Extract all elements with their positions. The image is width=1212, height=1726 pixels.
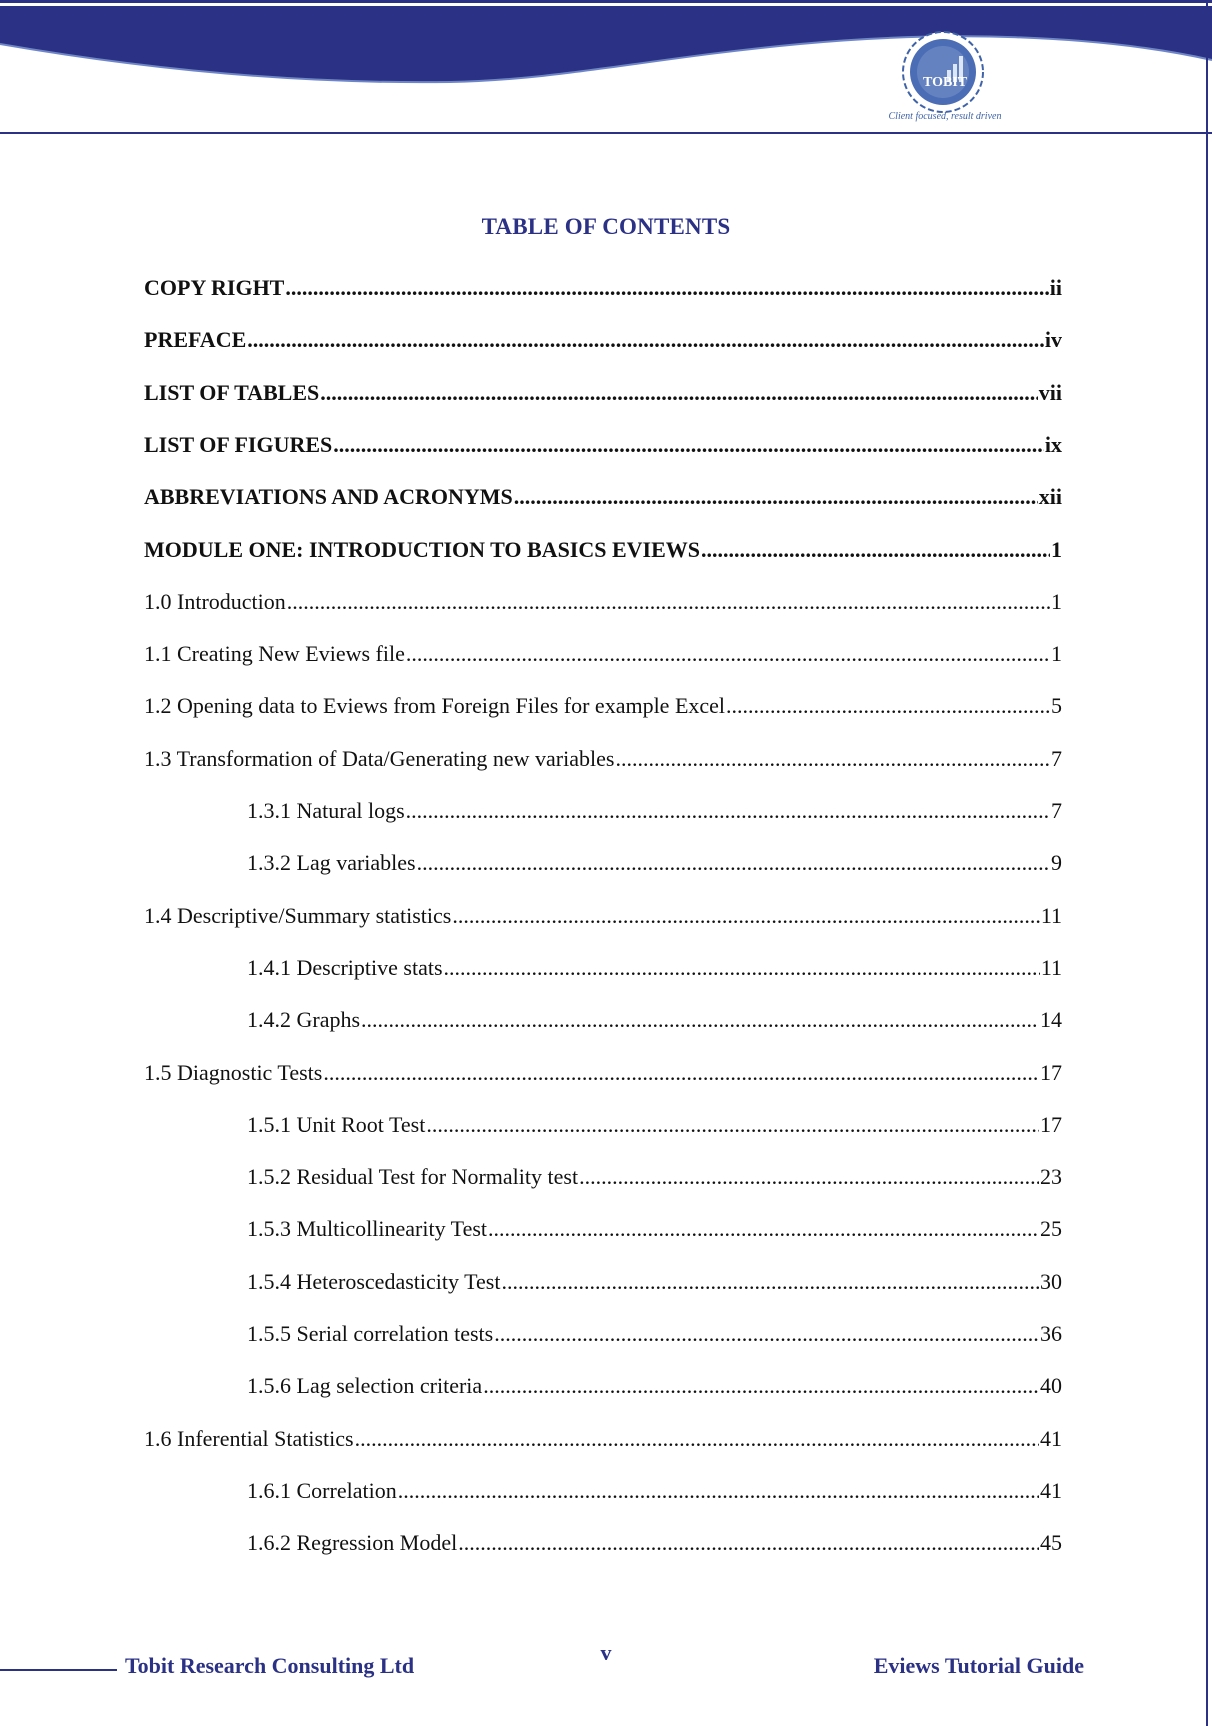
toc-entry-label: 1.3.1 Natural logs xyxy=(247,798,405,823)
toc-entry[interactable] xyxy=(144,380,1062,410)
toc-entry-label: 1.5.4 Heteroscedasticity Test xyxy=(247,1269,501,1294)
toc-title: TABLE OF CONTENTS xyxy=(481,214,731,239)
toc-leader-dots xyxy=(285,275,1048,301)
toc-entry-page: 1 xyxy=(1051,589,1062,614)
toc-entry-label: 1.3.2 Lag variables xyxy=(247,850,416,875)
toc-entry[interactable] xyxy=(144,589,1062,619)
toc-entry[interactable] xyxy=(247,1112,1062,1142)
toc-entry-page: 23 xyxy=(1040,1164,1062,1189)
toc-entry-page: iv xyxy=(1044,327,1062,352)
toc-entry-page: ii xyxy=(1049,275,1062,300)
toc-entry-label: 1.5.3 Multicollinearity Test xyxy=(247,1216,488,1241)
toc-leader-dots xyxy=(406,798,1050,824)
logo-tagline: Client focused, result driven xyxy=(888,111,1002,122)
toc-entry-page: 41 xyxy=(1040,1426,1062,1451)
toc-entry-label: 1.5.5 Serial correlation tests xyxy=(247,1321,494,1346)
toc-entry[interactable] xyxy=(144,432,1062,462)
toc-entry[interactable] xyxy=(247,1164,1062,1194)
toc-entry-page: 40 xyxy=(1040,1373,1062,1398)
toc-entry-label: 1.5.6 Lag selection criteria xyxy=(247,1373,483,1398)
toc-entry-label: 1.6 Inferential Statistics xyxy=(144,1426,354,1451)
toc-entry-label: 1.1 Creating New Eviews file xyxy=(144,641,405,666)
toc-leader-dots xyxy=(726,693,1050,719)
toc-entry-label: 1.6.1 Correlation xyxy=(247,1478,397,1503)
footer-page-number: v xyxy=(600,1640,612,1665)
toc-entry-page: 7 xyxy=(1051,798,1062,823)
toc-leader-dots xyxy=(488,1216,1039,1242)
toc-leader-dots xyxy=(361,1007,1039,1033)
toc-entry-label: 1.5.2 Residual Test for Normality test xyxy=(247,1164,579,1189)
toc-entry[interactable] xyxy=(144,746,1062,776)
toc-entry-page: 14 xyxy=(1040,1007,1062,1032)
toc-entry-page: 17 xyxy=(1040,1112,1062,1137)
toc-leader-dots xyxy=(320,380,1037,406)
toc-entry-label: 1.0 Introduction xyxy=(144,589,286,614)
toc-entry-page: ix xyxy=(1044,432,1062,457)
toc-leader-dots xyxy=(406,641,1050,667)
toc-entry[interactable] xyxy=(247,955,1062,985)
toc-entry-page: 9 xyxy=(1051,850,1062,875)
toc-entry[interactable] xyxy=(144,641,1062,671)
toc-entry-page: 25 xyxy=(1040,1216,1062,1241)
toc-entry-page: 17 xyxy=(1040,1060,1062,1085)
toc-entry[interactable] xyxy=(247,1269,1062,1299)
toc-entry-page: 11 xyxy=(1040,903,1062,928)
toc-entry-label: 1.5.1 Unit Root Test xyxy=(247,1112,426,1137)
toc-entry[interactable] xyxy=(144,693,1062,723)
toc-entry-page: 7 xyxy=(1051,746,1062,771)
toc-entry[interactable] xyxy=(144,1060,1062,1090)
toc-entry-page: 30 xyxy=(1040,1269,1062,1294)
toc-leader-dots xyxy=(287,589,1050,615)
toc-entry[interactable] xyxy=(247,1530,1062,1560)
toc-leader-dots xyxy=(247,327,1044,353)
toc-entry-label: 1.6.2 Regression Model xyxy=(247,1530,458,1555)
toc-entry[interactable] xyxy=(247,1478,1062,1508)
toc-entry-page: 1 xyxy=(1051,537,1062,562)
toc-entry-page: 45 xyxy=(1040,1530,1062,1555)
toc-entry[interactable] xyxy=(144,1426,1062,1456)
toc-leader-dots xyxy=(323,1060,1039,1086)
toc-leader-dots xyxy=(426,1112,1039,1138)
toc-entry-label: ABBREVIATIONS AND ACRONYMS xyxy=(144,484,513,509)
toc-leader-dots xyxy=(458,1530,1039,1556)
toc-entry-page: 5 xyxy=(1051,693,1062,718)
toc-leader-dots xyxy=(444,955,1040,981)
toc-entry-label: 1.4.2 Graphs xyxy=(247,1007,361,1032)
toc-leader-dots xyxy=(494,1321,1039,1347)
toc-leader-dots xyxy=(501,1269,1039,1295)
toc-entry-page: 41 xyxy=(1040,1478,1062,1503)
toc-entry-label: LIST OF FIGURES xyxy=(144,432,333,457)
footer-rule xyxy=(0,1669,117,1671)
toc-entry[interactable] xyxy=(144,903,1062,933)
toc-entry-label: COPY RIGHT xyxy=(144,275,285,300)
toc-entry-label: 1.2 Opening data to Eviews from Foreign Files for example Excel xyxy=(144,693,726,718)
toc-entry-label: 1.4.1 Descriptive stats xyxy=(247,955,443,980)
toc-leader-dots xyxy=(355,1426,1039,1452)
toc-entry-label: LIST OF TABLES xyxy=(144,380,320,405)
toc-entry[interactable] xyxy=(247,1321,1062,1351)
toc-leader-dots xyxy=(333,432,1044,458)
toc-entry[interactable] xyxy=(247,850,1062,880)
toc-entry[interactable] xyxy=(247,798,1062,828)
toc-entry[interactable] xyxy=(144,484,1062,514)
toc-entry-label: PREFACE xyxy=(144,327,247,352)
toc-entry[interactable] xyxy=(144,327,1062,357)
toc-entry[interactable] xyxy=(144,275,1062,305)
toc-entry-page: 1 xyxy=(1051,641,1062,666)
toc-entry-page: vii xyxy=(1038,380,1062,405)
toc-leader-dots xyxy=(398,1478,1039,1504)
toc-entry[interactable] xyxy=(247,1216,1062,1246)
toc-entry[interactable] xyxy=(144,537,1062,567)
toc-entry-label: 1.3 Transformation of Data/Generating new variables xyxy=(144,746,615,771)
toc-entry-page: xii xyxy=(1038,484,1062,509)
toc-leader-dots xyxy=(483,1373,1039,1399)
toc-leader-dots xyxy=(514,484,1038,510)
toc-leader-dots xyxy=(579,1164,1039,1190)
footer-company: Tobit Research Consulting Ltd xyxy=(125,1653,415,1678)
toc-entry-label: MODULE ONE: INTRODUCTION TO BASICS EVIEWS xyxy=(144,537,701,562)
logo-text: TOBIT xyxy=(923,75,968,90)
toc-entry-page: 11 xyxy=(1040,955,1062,980)
toc-leader-dots xyxy=(615,746,1050,772)
toc-leader-dots xyxy=(452,903,1039,929)
footer-guide-title: Eviews Tutorial Guide xyxy=(873,1653,1084,1678)
toc-entry-label: 1.5 Diagnostic Tests xyxy=(144,1060,323,1085)
toc-leader-dots xyxy=(701,537,1050,563)
toc-leader-dots xyxy=(417,850,1050,876)
toc-entry[interactable] xyxy=(247,1007,1062,1037)
toc-entry-label: 1.4 Descriptive/Summary statistics xyxy=(144,903,452,928)
toc-entry-page: 36 xyxy=(1040,1321,1062,1346)
toc-entry[interactable] xyxy=(247,1373,1062,1403)
